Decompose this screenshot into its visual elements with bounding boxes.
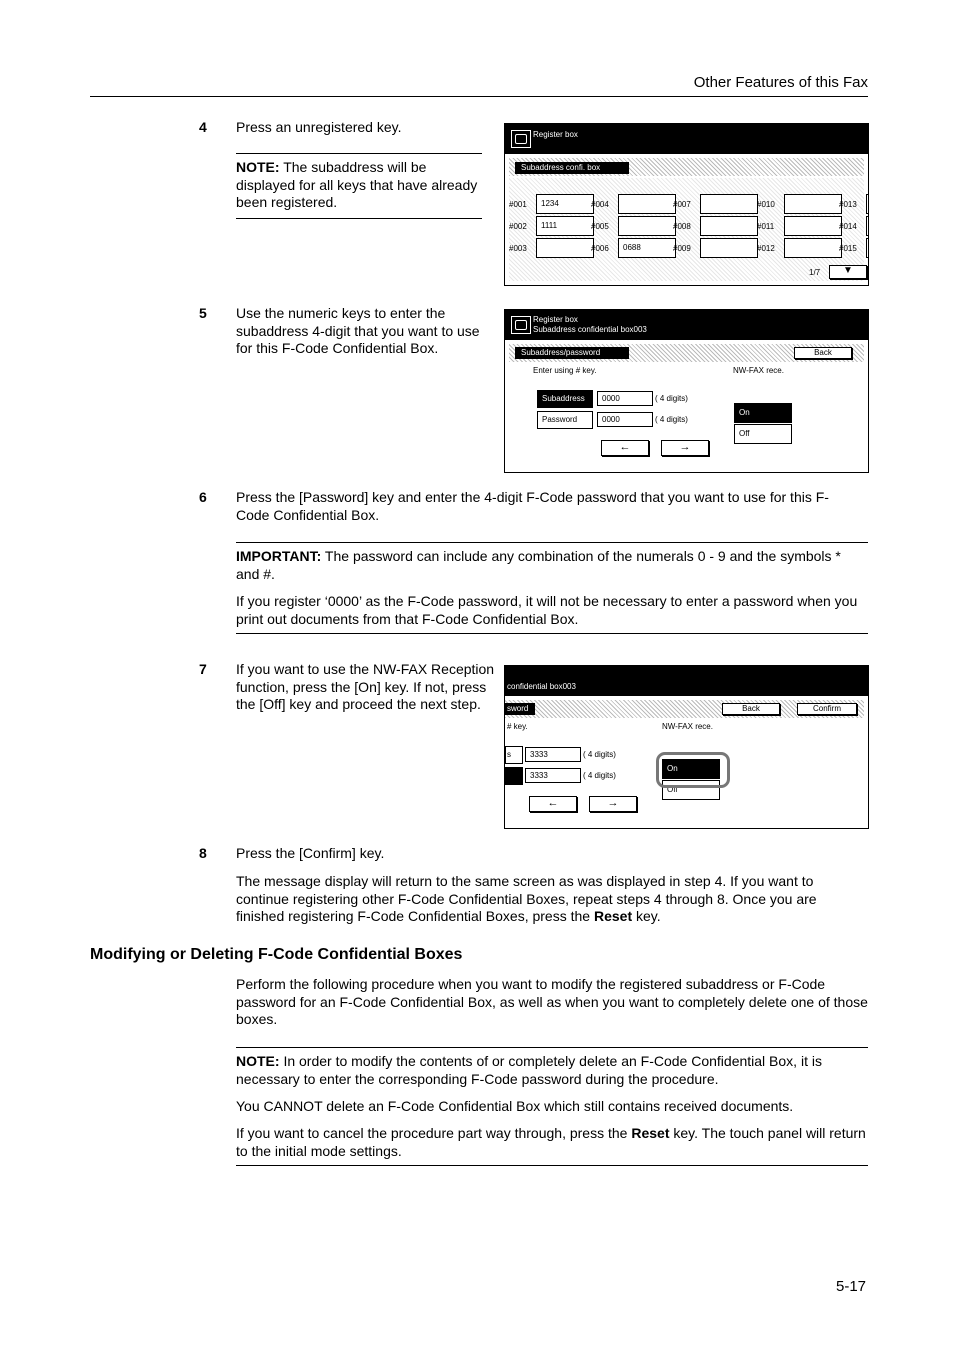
divider bbox=[236, 218, 482, 219]
nwfax-off-button[interactable]: Off bbox=[662, 780, 720, 800]
subaddress-key[interactable]: 1234 bbox=[536, 194, 594, 214]
important-text: The password can include any combination of the numerals 0 - 9 and the symbols * and #. bbox=[236, 548, 841, 582]
register-box-panel bbox=[504, 123, 869, 286]
note-text: The subaddress will be displayed for all keys that have already been registered. bbox=[236, 159, 478, 210]
paragraph-text: The message display will return to the same screen as was displayed in step 4. If you want to continue registering other F-Code Confidential Boxes, repeat steps 4 through 8. Once you are finished registering F-Code Confidential Boxes, press the bbox=[236, 873, 817, 924]
cursor-left-button[interactable]: ← bbox=[601, 440, 649, 456]
key-label: #011 bbox=[757, 222, 775, 231]
step-number: 4 bbox=[199, 119, 207, 135]
section-intro: Perform the following procedure when you want to modify the registered subaddress or F-Code password for an F-Code Confidential Box, as well as when you want to completely delete one of those boxes. bbox=[236, 976, 868, 1027]
subaddress-key[interactable] bbox=[784, 238, 842, 258]
divider bbox=[236, 1165, 868, 1166]
cursor-right-button[interactable]: → bbox=[589, 796, 637, 812]
key-label: #010 bbox=[757, 200, 775, 209]
section-title: Modifying or Deleting F-Code Confidential Boxes bbox=[90, 946, 463, 963]
panel-title: Register box bbox=[533, 315, 578, 324]
tab-subaddress-confi-box[interactable]: Subaddress confi. box bbox=[515, 162, 629, 174]
panel-title-bar bbox=[505, 666, 868, 696]
key-label: #001 bbox=[509, 200, 527, 209]
panel-subtitle: confidential box003 bbox=[507, 682, 576, 691]
note-label: NOTE: bbox=[236, 159, 280, 175]
subaddress-key[interactable] bbox=[784, 194, 842, 214]
subaddress-key[interactable]: 0688 bbox=[618, 238, 676, 258]
page-indicator: 1/7 bbox=[809, 268, 821, 277]
cursor-left-button[interactable]: ← bbox=[529, 796, 577, 812]
highlight-ring bbox=[656, 752, 730, 788]
header-title: Other Features of this Fax bbox=[693, 74, 868, 91]
paragraph: You CANNOT delete an F-Code Confidential Box which still contains received documents. bbox=[236, 1098, 794, 1114]
password-input[interactable]: 3333 bbox=[525, 768, 581, 783]
subaddress-key[interactable] bbox=[866, 238, 869, 258]
digits-hint: ( 4 digits) bbox=[583, 750, 616, 759]
paragraph bbox=[236, 1125, 868, 1160]
back-button[interactable]: Back bbox=[794, 347, 852, 359]
subaddress-key[interactable] bbox=[618, 216, 676, 236]
paragraph-text-end: key. bbox=[632, 908, 661, 924]
subaddress-key[interactable] bbox=[784, 216, 842, 236]
tab-subaddress-password[interactable]: Subaddress/password bbox=[515, 347, 629, 359]
panel-title-bar bbox=[505, 124, 868, 154]
subaddress-key[interactable]: 1111 bbox=[536, 216, 594, 236]
reset-key-label: Reset bbox=[593, 908, 633, 924]
paragraph-text: If you want to cancel the procedure part way through, press the bbox=[236, 1125, 632, 1141]
subaddress-password-panel bbox=[504, 309, 869, 473]
password-button[interactable] bbox=[505, 767, 523, 785]
subaddress-button[interactable]: s bbox=[505, 746, 523, 764]
key-label: #005 bbox=[591, 222, 609, 231]
divider bbox=[236, 1047, 868, 1048]
panel-title: Register box bbox=[533, 130, 578, 139]
cursor-right-button[interactable]: → bbox=[661, 440, 709, 456]
key-label: #002 bbox=[509, 222, 527, 231]
key-label: #015 bbox=[839, 244, 857, 253]
subaddress-key[interactable] bbox=[700, 216, 758, 236]
key-label: #014 bbox=[839, 222, 857, 231]
key-label: #009 bbox=[673, 244, 691, 253]
confirm-button[interactable]: Confirm bbox=[797, 703, 857, 715]
password-button[interactable]: Password bbox=[537, 411, 593, 429]
step-text: Press the [Password] key and enter the 4-digit F-Code password that you want to use for this F-Code Confidential Box. bbox=[236, 489, 829, 523]
nwfax-confirm-panel bbox=[504, 665, 869, 829]
hint-text: # key. bbox=[507, 722, 528, 731]
subaddress-key[interactable] bbox=[866, 194, 869, 214]
fax-icon bbox=[511, 130, 531, 148]
step-text: Press an unregistered key. bbox=[236, 119, 402, 135]
step-number: 7 bbox=[199, 661, 207, 677]
note bbox=[236, 159, 486, 212]
key-label: #008 bbox=[673, 222, 691, 231]
tab-password[interactable]: sword bbox=[505, 703, 535, 715]
panel-title-bar bbox=[505, 310, 868, 340]
nwfax-label: NW-FAX rece. bbox=[733, 366, 784, 375]
panel-subtitle: Subaddress confidential box003 bbox=[533, 325, 647, 334]
hint-text: Enter using # key. bbox=[533, 366, 597, 375]
note-text: In order to modify the contents of or completely delete an F-Code Confidential Box, it is necessary to enter the corresponding F-Code password during the procedure. bbox=[236, 1053, 822, 1087]
key-label: #013 bbox=[839, 200, 857, 209]
note-label: NOTE: bbox=[236, 1053, 280, 1069]
back-button[interactable]: Back bbox=[722, 703, 780, 715]
nwfax-off-button[interactable]: Off bbox=[734, 424, 792, 444]
digits-hint: ( 4 digits) bbox=[583, 771, 616, 780]
step-number: 5 bbox=[199, 305, 207, 321]
subaddress-input[interactable]: 3333 bbox=[525, 747, 581, 762]
step-text: If you want to use the NW-FAX Reception function, press the [On] key. If not, press the [Off] key and proceed the next step. bbox=[236, 661, 495, 712]
important-label: IMPORTANT: bbox=[236, 548, 322, 564]
subaddress-key[interactable] bbox=[618, 194, 676, 214]
subaddress-key[interactable] bbox=[536, 238, 594, 258]
divider bbox=[236, 633, 868, 634]
password-input[interactable]: 0000 bbox=[597, 412, 653, 427]
nwfax-label: NW-FAX rece. bbox=[662, 722, 713, 731]
note bbox=[236, 1053, 868, 1088]
subaddress-button[interactable]: Subaddress bbox=[537, 390, 593, 408]
subaddress-input[interactable]: 0000 bbox=[597, 391, 653, 406]
key-label: #007 bbox=[673, 200, 691, 209]
step-text: Press the [Confirm] key. bbox=[236, 845, 385, 861]
key-label: #004 bbox=[591, 200, 609, 209]
paragraph bbox=[236, 873, 868, 926]
fax-icon bbox=[511, 316, 531, 334]
reset-key-label: Reset bbox=[631, 1125, 670, 1141]
divider bbox=[236, 542, 868, 543]
page-number: 5-17 bbox=[836, 1278, 867, 1295]
key-label: #012 bbox=[757, 244, 775, 253]
nwfax-on-button[interactable]: On bbox=[734, 403, 792, 423]
step-number: 6 bbox=[199, 489, 207, 505]
subaddress-key[interactable] bbox=[700, 238, 758, 258]
important-note bbox=[236, 548, 868, 583]
subaddress-key[interactable] bbox=[866, 216, 869, 236]
scroll-down-button[interactable]: ▼ bbox=[829, 265, 867, 279]
key-label: #006 bbox=[591, 244, 609, 253]
step-number: 8 bbox=[199, 845, 207, 861]
subaddress-key[interactable] bbox=[700, 194, 758, 214]
key-label: #003 bbox=[509, 244, 527, 253]
paragraph: If you register ‘0000’ as the F-Code password, it will not be necessary to enter a password when you print out documents from that F-Code Confidential Box. bbox=[236, 593, 858, 627]
digits-hint: ( 4 digits) bbox=[655, 415, 688, 424]
divider bbox=[236, 153, 482, 154]
nwfax-on-button[interactable]: On bbox=[662, 759, 720, 779]
step-text: Use the numeric keys to enter the subaddress 4-digit that you want to use for this F-Code Confidential Box. bbox=[236, 305, 480, 356]
paragraph-text-end: key. The touch panel will return to the initial mode settings. bbox=[236, 1125, 866, 1159]
page-header bbox=[90, 72, 868, 97]
digits-hint: ( 4 digits) bbox=[655, 394, 688, 403]
